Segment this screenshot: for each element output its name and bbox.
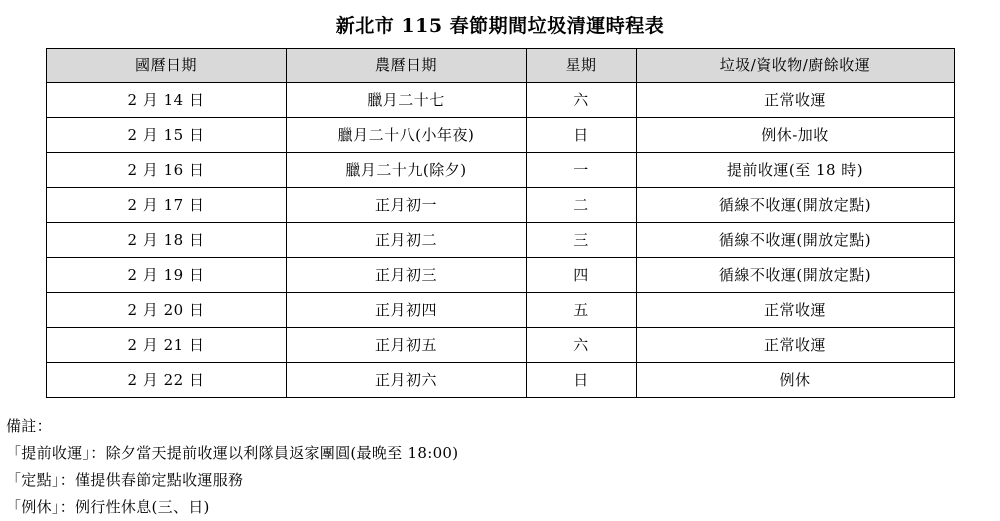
table-row — [46, 118, 954, 153]
table-row — [46, 328, 954, 363]
cell-solar-date: 2 月 22 日 — [46, 363, 286, 398]
cell-lunar-date: 正月初六 — [286, 363, 526, 398]
table-row — [46, 223, 954, 258]
note-item-rest-day: 「例休」：例行性休息(三、日) — [6, 498, 210, 516]
cell-collection: 例休-加收 — [636, 118, 954, 153]
schedule-table — [46, 48, 955, 398]
cell-collection: 循線不收運(開放定點) — [636, 188, 954, 223]
cell-weekday: 四 — [526, 258, 636, 293]
table-body — [46, 83, 954, 398]
cell-lunar-date: 正月初五 — [286, 328, 526, 363]
cell-lunar-date: 臘月二十七 — [286, 83, 526, 118]
cell-solar-date: 2 月 17 日 — [46, 188, 286, 223]
notes-section — [0, 413, 1000, 521]
cell-solar-date: 2 月 21 日 — [46, 328, 286, 363]
cell-weekday: 五 — [526, 293, 636, 328]
cell-collection: 提前收運(至 18 時) — [636, 153, 954, 188]
cell-solar-date: 2 月 19 日 — [46, 258, 286, 293]
cell-collection: 循線不收運(開放定點) — [636, 223, 954, 258]
cell-weekday: 二 — [526, 188, 636, 223]
table-row — [46, 293, 954, 328]
table-row — [46, 83, 954, 118]
column-header-collection: 垃圾/資收物/廚餘收運 — [636, 49, 954, 83]
column-header-lunar-date: 農曆日期 — [286, 49, 526, 83]
table-row — [46, 153, 954, 188]
cell-solar-date: 2 月 18 日 — [46, 223, 286, 258]
table-row — [46, 188, 954, 223]
cell-lunar-date: 正月初四 — [286, 293, 526, 328]
cell-collection: 正常收運 — [636, 328, 954, 363]
cell-lunar-date: 正月初二 — [286, 223, 526, 258]
cell-weekday: 三 — [526, 223, 636, 258]
note-item-fixed-point: 「定點」：僅提供春節定點收運服務 — [6, 471, 244, 489]
cell-weekday: 六 — [526, 328, 636, 363]
cell-solar-date: 2 月 14 日 — [46, 83, 286, 118]
cell-weekday: 六 — [526, 83, 636, 118]
page-title: 新北市 115 春節期間垃圾清運時程表 — [335, 15, 665, 37]
column-header-weekday: 星期 — [526, 49, 636, 83]
cell-lunar-date: 正月初一 — [286, 188, 526, 223]
column-header-solar-date: 國曆日期 — [46, 49, 286, 83]
note-item-advance-collection: 「提前收運」：除夕當天提前收運以利隊員返家團圓(最晚至 18:00) — [6, 444, 459, 462]
table-row — [46, 363, 954, 398]
cell-solar-date: 2 月 15 日 — [46, 118, 286, 153]
cell-solar-date: 2 月 20 日 — [46, 293, 286, 328]
cell-weekday: 一 — [526, 153, 636, 188]
cell-lunar-date: 臘月二十八(小年夜) — [286, 118, 526, 153]
table-row — [46, 258, 954, 293]
cell-collection: 正常收運 — [636, 293, 954, 328]
cell-lunar-date: 臘月二十九(除夕) — [286, 153, 526, 188]
cell-collection: 循線不收運(開放定點) — [636, 258, 954, 293]
cell-weekday: 日 — [526, 363, 636, 398]
cell-lunar-date: 正月初三 — [286, 258, 526, 293]
notes-heading: 備註： — [6, 417, 52, 435]
table-header-row — [46, 49, 954, 83]
cell-weekday: 日 — [526, 118, 636, 153]
cell-collection: 例休 — [636, 363, 954, 398]
cell-collection: 正常收運 — [636, 83, 954, 118]
cell-solar-date: 2 月 16 日 — [46, 153, 286, 188]
